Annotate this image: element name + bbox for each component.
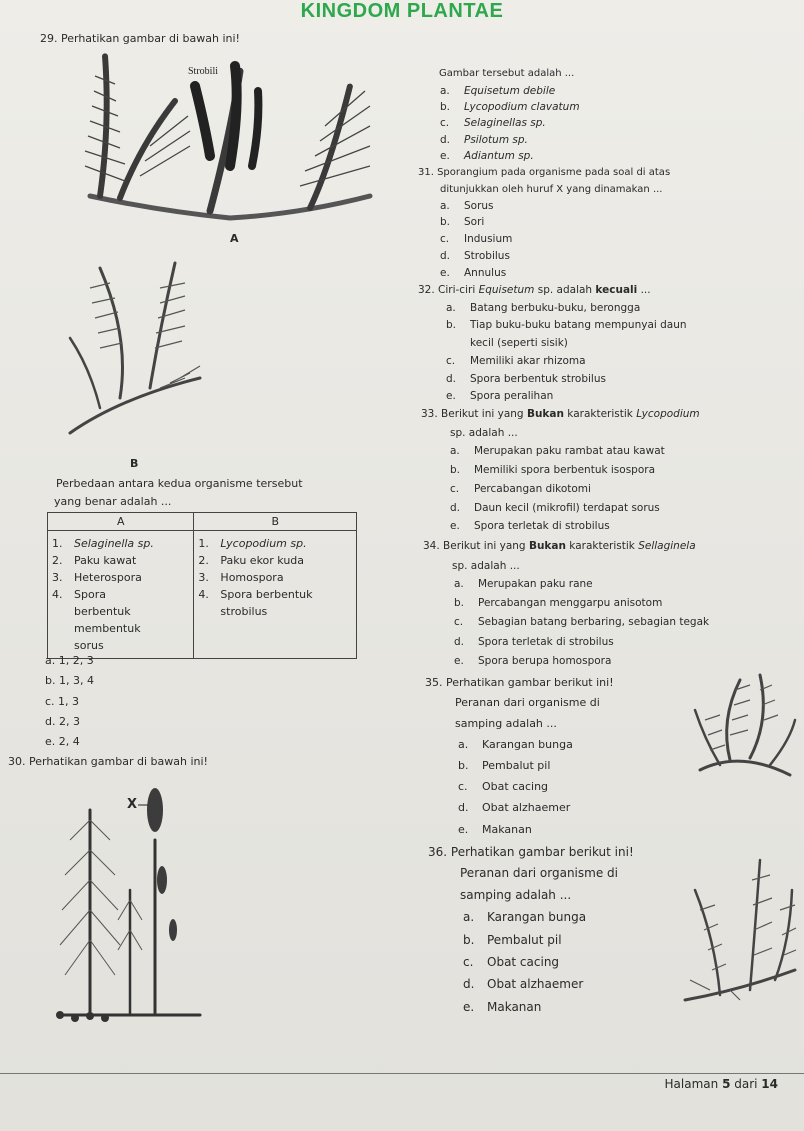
option-text: Karangan bunga <box>487 910 587 924</box>
q34-option-c <box>454 617 709 628</box>
option-letter: e. <box>458 823 469 836</box>
q32-post: ... <box>637 284 651 296</box>
q29-option-e: e. 2, 4 <box>45 735 80 748</box>
option-letter: d. <box>463 977 475 991</box>
q29-diff-line2: yang benar adalah ... <box>54 495 172 508</box>
option-letter: e. <box>440 267 450 279</box>
option-letter: b. <box>454 597 465 609</box>
option-letter: e. <box>446 390 456 402</box>
q32-option-b <box>446 320 687 331</box>
q34-line2: sp. adalah ... <box>452 560 520 572</box>
table-cell-num: 1. <box>52 537 63 550</box>
q31-option-b <box>440 217 484 228</box>
option-letter: c. <box>463 955 474 969</box>
table-cell-text: Homospora <box>220 571 284 584</box>
table-cell-text: Paku ekor kuda <box>220 554 305 567</box>
table-cell-text: Selaginella sp. <box>74 537 154 550</box>
q32-option-e <box>446 391 553 402</box>
table-cell-num: 4. <box>198 588 209 601</box>
q32-pre: 32. Ciri-ciri <box>418 284 479 296</box>
q32-option-d <box>446 374 606 385</box>
plant-a-label: A <box>230 232 239 245</box>
option-text: Annulus <box>464 267 507 279</box>
footer-divider <box>0 1073 804 1074</box>
table-cell-text: Lycopodium sp. <box>220 537 307 550</box>
option-text: Equisetum debile <box>464 85 556 97</box>
q32-prompt <box>418 285 651 296</box>
option-text: Daun kecil (mikrofil) terdapat sorus <box>474 502 660 514</box>
q36-option-a <box>463 911 586 923</box>
footer-page: 5 <box>722 1077 731 1091</box>
option-letter: c. <box>450 483 460 495</box>
q36-option-b <box>463 934 562 946</box>
option-text: Sori <box>464 216 485 228</box>
table-cell-num <box>52 637 74 654</box>
option-text: Obat cacing <box>482 780 549 793</box>
option-text: Spora peralihan <box>470 390 554 402</box>
q33-option-b <box>450 465 655 476</box>
q31-line2: ditunjukkan oleh huruf X yang dinamakan ... <box>440 184 663 195</box>
q34-option-d <box>454 637 614 648</box>
table-cell-num: 4. <box>52 588 63 601</box>
table-cell-num: 2. <box>52 554 63 567</box>
table-cell-num: 2. <box>198 554 209 567</box>
plant-b-label: B <box>130 457 139 470</box>
option-text: Indusium <box>464 233 513 245</box>
option-text: Strobilus <box>464 250 510 262</box>
q33-prompt <box>421 409 700 420</box>
option-text: Percabangan dikotomi <box>474 483 591 495</box>
option-letter: e. <box>454 655 464 667</box>
table-cell-num <box>198 603 220 620</box>
option-letter: e. <box>450 520 460 532</box>
option-letter: d. <box>440 250 451 262</box>
option-letter: b. <box>440 101 451 113</box>
option-text: Merupakan paku rane <box>478 578 593 590</box>
q36-option-e <box>463 1001 541 1013</box>
table-cell-text: Heterospora <box>74 571 142 584</box>
option-letter: d. <box>458 801 469 814</box>
page-title: KINGDOM PLANTAE <box>300 0 504 22</box>
option-text: Makanan <box>487 1000 542 1014</box>
comparison-table <box>47 512 357 659</box>
option-letter: a. <box>446 302 456 314</box>
option-text: Sorus <box>464 200 494 212</box>
option-letter: c. <box>458 780 468 793</box>
q34-option-b <box>454 598 662 609</box>
q36-option-c <box>463 956 559 968</box>
q34-species: Sellaginela <box>638 540 696 552</box>
q32-mid: sp. adalah <box>534 284 596 296</box>
option-text: kecil (seperti sisik) <box>470 337 568 349</box>
q32-option-c <box>446 356 586 367</box>
q31-option-c <box>440 234 512 245</box>
table-cell-text: membentuk <box>74 622 141 635</box>
q35-line2: Peranan dari organisme di <box>455 696 600 709</box>
table-cell-text: Spora <box>74 588 106 601</box>
q36-plant-image <box>680 850 800 1035</box>
table-cell-num: 3. <box>198 571 209 584</box>
option-letter: b. <box>463 933 475 947</box>
option-letter: d. <box>440 134 451 146</box>
option-letter: a. <box>440 85 450 97</box>
table-cell-text: sorus <box>74 639 104 652</box>
table-header-b: B <box>194 513 357 531</box>
option-letter: a. <box>440 200 450 212</box>
q31-line1: 31. Sporangium pada organisme pada soal di atas <box>418 167 671 178</box>
table-cell-text: strobilus <box>220 605 268 618</box>
option-text: Makanan <box>482 823 532 836</box>
table-cell-num <box>52 620 74 637</box>
q32-kecuali: kecuali <box>595 284 638 296</box>
option-text: Spora terletak di strobilus <box>478 636 614 648</box>
q31-option-d <box>440 251 510 262</box>
q33-option-a <box>450 446 665 457</box>
q36-line3: samping adalah ... <box>460 888 572 902</box>
option-text: Merupakan paku rambat atau kawat <box>474 445 665 457</box>
option-text: Memiliki spora berbentuk isospora <box>474 464 656 476</box>
q30-option-c <box>440 118 546 129</box>
option-text: Percabangan menggarpu anisotom <box>478 597 663 609</box>
table-header-a: A <box>48 513 194 531</box>
table-col-b <box>194 531 357 659</box>
table-cell-text: berbentuk <box>74 605 131 618</box>
q33-line2: sp. adalah ... <box>450 427 518 439</box>
q29-option-b: b. 1, 3, 4 <box>45 674 94 687</box>
q32-species: Equisetum <box>478 284 535 296</box>
q35-option-b <box>458 760 550 771</box>
option-letter: a. <box>454 578 464 590</box>
q33-option-d <box>450 503 660 514</box>
option-text: Selaginellas sp. <box>464 117 546 129</box>
strobili-label: Strobili <box>188 66 219 77</box>
option-text: Psilotum sp. <box>464 134 528 146</box>
option-text: Karangan bunga <box>482 738 573 751</box>
q29-option-c: c. 1, 3 <box>45 695 80 708</box>
q32-option-a <box>446 303 640 314</box>
q30-option-e <box>440 151 534 162</box>
q31-option-e <box>440 268 506 279</box>
plant-b-image <box>60 248 210 448</box>
option-text: Pembalut pil <box>487 933 562 947</box>
q31-option-a <box>440 201 494 212</box>
plant-a-image <box>80 46 380 236</box>
q33-option-c <box>450 484 591 495</box>
option-letter: b. <box>458 759 469 772</box>
label-x: X <box>127 797 138 812</box>
q36-option-d <box>463 978 583 990</box>
footer-pre: Halaman <box>664 1077 723 1091</box>
q29-option-a: a. 1, 2, 3 <box>45 654 94 667</box>
option-text: Lycopodium clavatum <box>464 101 580 113</box>
table-cell-text: Spora berbentuk <box>220 588 313 601</box>
option-letter: b. <box>450 464 461 476</box>
q36-prompt: 36. Perhatikan gambar berikut ini! <box>428 845 634 859</box>
option-letter: d. <box>450 502 461 514</box>
option-letter: b. <box>440 216 451 228</box>
q29-diff-line1: Perbedaan antara kedua organisme tersebut <box>56 477 303 490</box>
table-col-a <box>48 531 194 659</box>
q35-option-a <box>458 739 573 750</box>
option-letter: c. <box>440 233 450 245</box>
table-cell-num <box>52 603 74 620</box>
q30-question: Gambar tersebut adalah ... <box>439 68 575 79</box>
q33-pre: 33. Berikut ini yang <box>421 408 527 420</box>
q35-line3: samping adalah ... <box>455 717 557 730</box>
option-text: Memiliki akar rhizoma <box>470 355 586 367</box>
option-text: Batang berbuku-buku, berongga <box>470 302 641 314</box>
option-text: Spora berbentuk strobilus <box>470 373 606 385</box>
option-text: Spora terletak di strobilus <box>474 520 610 532</box>
q30-option-b <box>440 102 580 113</box>
q32-option-b-cont <box>446 338 568 349</box>
option-letter: b. <box>446 319 457 331</box>
q29-prompt: 29. Perhatikan gambar di bawah ini! <box>40 32 240 45</box>
q33-species: Lycopodium <box>636 408 700 420</box>
q33-mid: karakteristik <box>563 408 637 420</box>
option-text: Adiantum sp. <box>464 150 534 162</box>
option-letter: a. <box>463 910 475 924</box>
q35-option-c <box>458 781 548 792</box>
q33-bukan: Bukan <box>526 408 564 420</box>
option-letter: e. <box>463 1000 475 1014</box>
option-text: Obat alzhaemer <box>482 801 571 814</box>
table-cell-num: 1. <box>198 537 209 550</box>
table-cell-num: 3. <box>52 571 63 584</box>
q35-option-e <box>458 824 532 835</box>
table-cell-text: Paku kawat <box>74 554 137 567</box>
page-footer <box>665 1077 778 1091</box>
q30-prompt: 30. Perhatikan gambar di bawah ini! <box>8 755 208 768</box>
option-letter: d. <box>454 636 465 648</box>
option-text: Sebagian batang berbaring, sebagian tegak <box>478 616 710 628</box>
option-letter: c. <box>440 117 450 129</box>
q35-option-d <box>458 802 570 813</box>
option-letter: e. <box>440 150 450 162</box>
q35-plant-image <box>690 660 800 810</box>
q34-option-a <box>454 579 593 590</box>
q34-bukan: Bukan <box>528 540 566 552</box>
q34-prompt <box>423 541 696 552</box>
q36-line2: Peranan dari organisme di <box>460 866 618 880</box>
q30-option-d <box>440 135 528 146</box>
option-letter: d. <box>446 373 457 385</box>
q30-option-a <box>440 86 555 97</box>
equisetum-image <box>30 780 220 1025</box>
option-letter: a. <box>458 738 469 751</box>
option-text: Obat alzhaemer <box>487 977 584 991</box>
footer-mid: dari <box>730 1077 762 1091</box>
option-letter: c. <box>446 355 456 367</box>
q29-option-d: d. 2, 3 <box>45 715 80 728</box>
option-letter: c. <box>454 616 464 628</box>
q34-mid: karakteristik <box>565 540 639 552</box>
q35-prompt: 35. Perhatikan gambar berikut ini! <box>425 676 614 689</box>
option-text: Tiap buku-buku batang mempunyai daun <box>470 319 687 331</box>
q34-pre: 34. Berikut ini yang <box>423 540 529 552</box>
option-text: Spora berupa homospora <box>478 655 612 667</box>
q34-option-e <box>454 656 611 667</box>
footer-total: 14 <box>761 1077 778 1091</box>
option-text: Obat cacing <box>487 955 560 969</box>
option-text: Pembalut pil <box>482 759 551 772</box>
option-letter: a. <box>450 445 460 457</box>
q33-option-e <box>450 521 610 532</box>
